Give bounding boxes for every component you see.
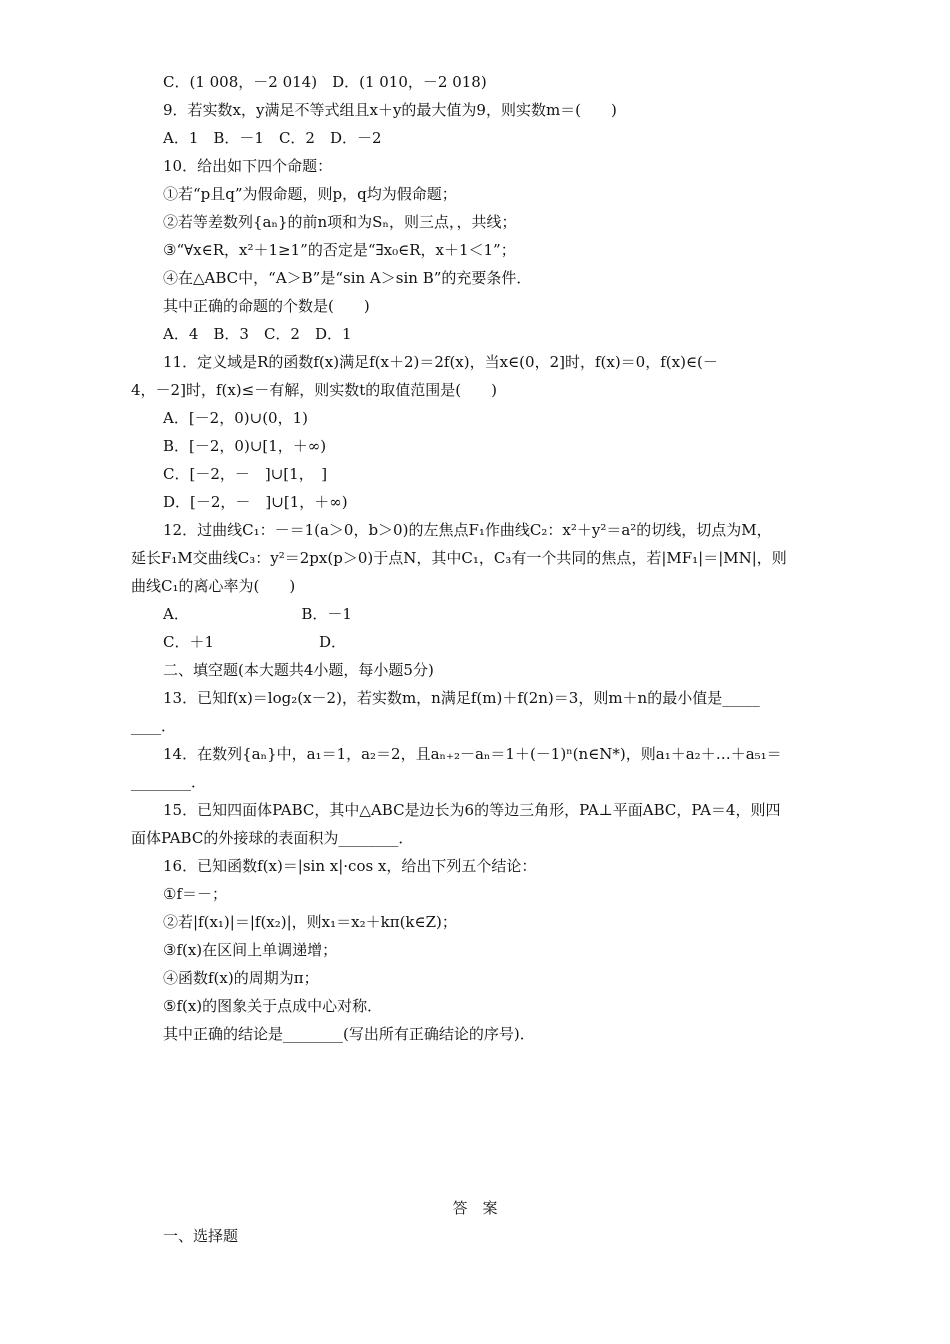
- text-line-33: ④函数f(x)的周期为π；: [163, 969, 319, 987]
- text-line-12: 4，－2]时，f(x)≤－有解，则实数t的取值范围是( ): [131, 381, 497, 399]
- text-line-34: ⑤f(x)的图象关于点成中心对称．: [163, 997, 383, 1015]
- text-line-9: 其中正确的命题的个数是( ): [163, 297, 370, 315]
- text-line-10: A．4 B．3 C．2 D．1: [163, 325, 352, 343]
- text-line-4: 10．给出如下四个命题：: [163, 157, 333, 175]
- text-line-26: ________．: [131, 773, 207, 791]
- text-line-15: C．[－2，－ ]∪[1， ]: [163, 465, 328, 483]
- text-line-29: 16．已知函数f(x)＝|sin x|·cos x，给出下列五个结论：: [163, 857, 537, 875]
- text-line-32: ③f(x)在区间上单调递增；: [163, 941, 338, 959]
- text-line-14: B．[－2，0)∪[1，＋∞): [163, 437, 327, 455]
- text-line-16: D．[－2，－ ]∪[1，＋∞): [163, 493, 348, 511]
- text-line-18: 延长F₁M交曲线C₃：y²＝2px(p＞0)于点N，其中C₁，C₃有一个共同的焦点，若|MF₁|＝|MN|，则: [131, 549, 787, 567]
- section-heading-fill: 二、填空题(本大题共4小题，每小题5分): [163, 661, 434, 679]
- text-line-25: 14．在数列{aₙ}中，a₁＝1，a₂＝2，且aₙ₊₂－aₙ＝1＋(－1)ⁿ(n∈N*)，则a₁＋a₂＋…＋a₅₁＝: [163, 745, 782, 763]
- text-line-19: 曲线C₁的离心率为( ): [131, 577, 296, 595]
- text-line-7: ③“∀x∈R，x²＋1≥1”的否定是“∃x₀∈R，x＋1＜1”；: [163, 241, 516, 259]
- text-line-30: ①f＝－；: [163, 885, 227, 903]
- text-line-27: 15．已知四面体PABC，其中△ABC是边长为6的等边三角形，PA⊥平面ABC，PA＝4，则四: [163, 801, 781, 819]
- text-line-21: C．＋1 D．: [163, 633, 347, 651]
- text-line-35: 其中正确的结论是________(写出所有正确结论的序号)．: [163, 1025, 535, 1043]
- text-line-20: A． B．－1: [163, 605, 352, 623]
- text-line-6: ②若等差数列{aₙ}的前n项和为Sₙ，则三点，，共线；: [163, 213, 517, 231]
- text-line-17: 12．过曲线C₁：－＝1(a＞0，b＞0)的左焦点F₁作曲线C₂：x²＋y²＝a²的切线，切点为M，: [163, 521, 772, 539]
- text-line-3: A．1 B．－1 C．2 D．－2: [163, 129, 382, 147]
- text-line-28: 面体PABC的外接球的表面积为________．: [131, 829, 414, 847]
- answer-section-heading: 一、选择题: [163, 1227, 239, 1245]
- text-line-13: A．[－2，0)∪(0，1): [163, 409, 308, 427]
- text-line-5: ①若“p且q”为假命题，则p，q均为假命题；: [163, 185, 457, 203]
- text-line-1: C．(1 008，－2 014) D．(1 010，－2 018): [163, 73, 487, 91]
- text-line-23: 13．已知f(x)＝log₂(x－2)，若实数m，n满足f(m)＋f(2n)＝3，则m＋n的最小值是_____: [163, 689, 760, 707]
- answer-title: 答 案: [452, 1199, 498, 1217]
- text-line-2: 9．若实数x，y满足不等式组且x＋y的最大值为9，则实数m＝( ): [163, 101, 617, 119]
- text-line-11: 11．定义域是R的函数f(x)满足f(x＋2)＝2f(x)，当x∈(0，2]时，f(x)＝0，f(x)∈(－: [163, 353, 718, 371]
- text-line-8: ④在△ABC中，“A＞B”是“sin A＞sin B”的充要条件．: [163, 269, 532, 287]
- text-line-24: ____．: [131, 717, 177, 735]
- text-line-31: ②若|f(x₁)|＝|f(x₂)|，则x₁＝x₂＋kπ(k∈Z)；: [163, 913, 457, 931]
